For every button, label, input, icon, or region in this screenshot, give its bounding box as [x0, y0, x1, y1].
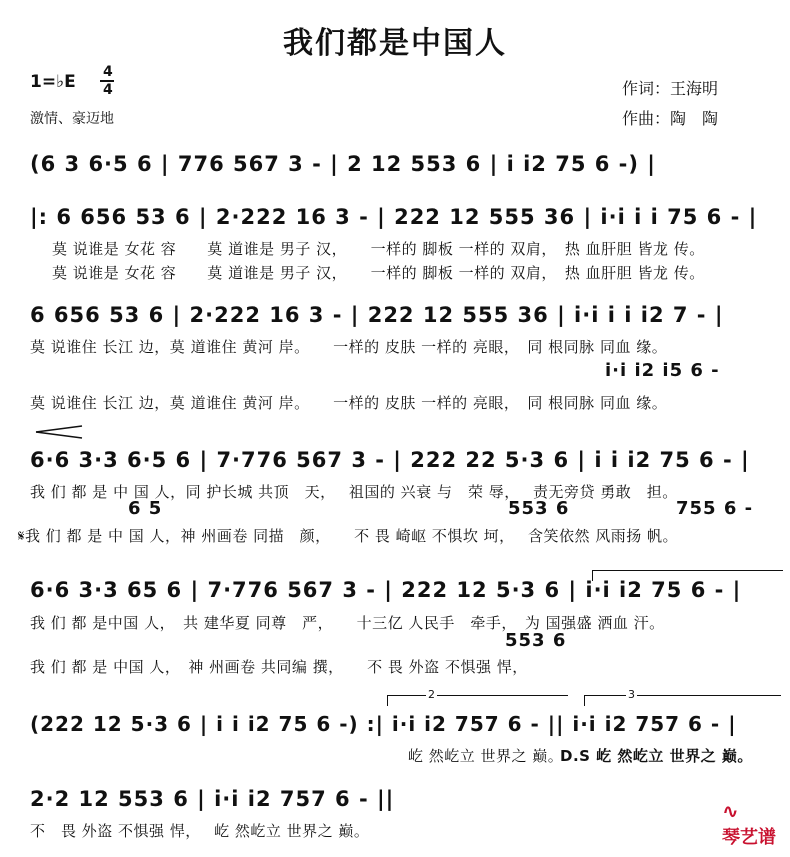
- lyric-line: 我 们 都 是 中 国 人，同 护长城 共顶 天， 祖国的 兴衰 与 荣 辱， 责无旁贷 勇敢 担。: [30, 483, 678, 501]
- key-signature: 1=♭E: [30, 72, 76, 92]
- notation-line-chorus-1: 6·6 3·3 6·5 6 | 7·776 567 3 - | 222 22 5·3 6 | i i i2 75 6 - |: [30, 448, 750, 472]
- volta-number-3: 3: [628, 688, 635, 701]
- watermark-text: 琴艺谱: [722, 827, 776, 848]
- notation-line-final: 2·2 12 553 6 | i·i i2 757 6 - ||: [30, 787, 395, 811]
- lyric-line: 莫 说谁住 长江 边，莫 道谁住 黄河 岸。 一样的 皮肤 一样的 亮眼， 同 根同脉 同血 缘。: [30, 394, 668, 412]
- volta-bracket-3: [584, 695, 781, 706]
- lyric-line: 莫 说谁住 长江 边，莫 道谁住 黄河 岸。 一样的 皮肤 一样的 亮眼， 同 根同脉 同血 缘。: [30, 338, 668, 356]
- lyric-line: 屹 然屹立 世界之 巅。: [408, 747, 564, 765]
- watermark: [709, 778, 776, 849]
- lyric-line-ds: D.S 屹 然屹立 世界之 巅。: [560, 747, 753, 765]
- volta-bracket: [592, 570, 783, 581]
- lyric-line: 不 畏 外盗 不惧强 悍， 屹 然屹立 世界之 巅。: [30, 822, 370, 840]
- notation-alt: 553 6: [505, 630, 567, 651]
- tempo-marking: 激情、豪迈地: [30, 111, 114, 127]
- notation-alt-ending: i·i i2 i5 6 -: [605, 360, 720, 381]
- notation-alt: 553 6: [508, 498, 570, 519]
- notation-line-verse-2: 6 656 53 6 | 2·222 16 3 - | 222 12 555 36 | i·i i i i2 7 - |: [30, 303, 724, 327]
- lyric-line: 我 们 都 是 中国 人， 神 州画卷 共同编 撰， 不 畏 外盗 不惧强 悍，: [30, 658, 528, 676]
- lyric-line: 莫 说谁是 女花 容 莫 道谁是 男子 汉， 一样的 脚板 一样的 双肩， 热 血肝胆 皆龙 传。: [52, 240, 705, 258]
- notation-line-intro: (6 3 6·5 6 | 776 567 3 - | 2 12 553 6 | i i2 75 6 -) |: [30, 152, 656, 176]
- volta-number-2: 2: [428, 688, 435, 701]
- time-signature-bottom: 4: [103, 82, 113, 98]
- lyric-line: 莫 说谁是 女花 容 莫 道谁是 男子 汉， 一样的 脚板 一样的 双肩， 热 血肝胆 皆龙 传。: [52, 264, 705, 282]
- time-signature-top: 4: [103, 64, 113, 80]
- crescendo-mark: [34, 424, 84, 440]
- lyricist-credit: 作词：王海明: [622, 79, 719, 98]
- lyric-line-segno: 𝄋我 们 都 是 中 国 人，神 州画卷 同描 颜， 不 畏 崎岖 不惧坎 坷， 含笑依然 风雨扬 帆。: [18, 527, 678, 545]
- notation-line-chorus-2: 6·6 3·3 65 6 | 7·776 567 3 - | 222 12 5·3 6 | i·i i2 75 6 - |: [30, 578, 742, 602]
- notation-alt: 6 5: [128, 498, 163, 519]
- composer-credit: 作曲：陶 陶: [622, 109, 719, 128]
- watermark-logo-icon: ∿: [722, 799, 739, 823]
- notation-alt: 755 6 -: [676, 498, 754, 519]
- volta-bracket-2: [387, 695, 568, 706]
- notation-line-ending: (222 12 5·3 6 | i i i2 75 6 -) :| i·i i2 757 6 - || i·i i2 757 6 - |: [30, 712, 737, 736]
- lyric-line: 我 们 都 是中国 人， 共 建华夏 同尊 严， 十三亿 人民手 牵手， 为 国强盛 洒血 汗。: [30, 614, 665, 632]
- song-title: 我们都是中国人: [283, 26, 507, 61]
- notation-line-verse-1: |: 6 656 53 6 | 2·222 16 3 - | 222 12 555 36 | i·i i i 75 6 - |: [30, 205, 758, 229]
